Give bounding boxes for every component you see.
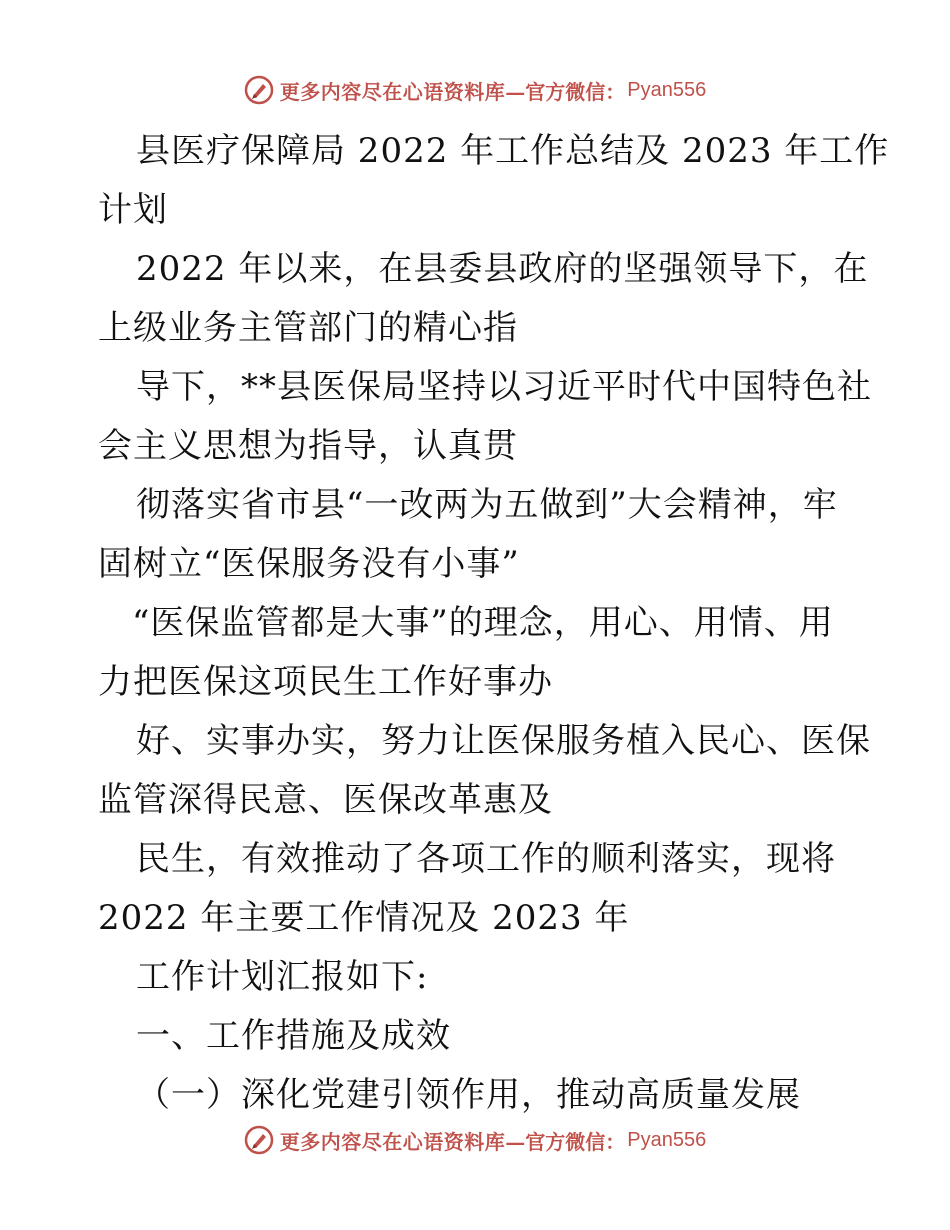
paragraph-line: 好、实事办实，努力让医保服务植入民心、医保 (136, 721, 871, 761)
watermark-separator: —官方微信： (505, 1129, 626, 1154)
paragraph-line: “医保监管都是大事”的理念，用心、用情、用 (132, 603, 834, 643)
watermark-banner-bottom (0, 1122, 950, 1158)
document-title-line-1: 县医疗保障局 2022 年工作总结及 2023 年工作 (136, 131, 890, 171)
paragraph-line: 2022 年主要工作情况及 2023 年 (98, 898, 630, 938)
watermark-text: 更多内容尽在心语资料库 (279, 1129, 506, 1154)
document-title-line-2: 计划 (98, 190, 168, 230)
paragraph-line: 上级业务主管部门的精心指 (98, 308, 518, 348)
paragraph-line: 工作计划汇报如下: (136, 957, 429, 997)
paragraph-line: 固树立“医保服务没有小事” (98, 544, 520, 584)
pen-logo-icon (244, 75, 274, 105)
paragraph-line: 民生，有效推动了各项工作的顺利落实，现将 (136, 839, 836, 879)
paragraph-line: 力把医保这项民生工作好事办 (98, 662, 553, 702)
document-body (98, 122, 890, 1125)
watermark-separator: —官方微信： (505, 79, 626, 104)
watermark-account: Pyan556 (627, 1128, 707, 1151)
subsection-heading: （一）深化党建引领作用，推动高质量发展 (136, 1075, 801, 1115)
watermark-text: 更多内容尽在心语资料库 (279, 79, 506, 104)
paragraph-line: 监管深得民意、医保改革惠及 (98, 780, 553, 820)
watermark-account: Pyan556 (627, 78, 707, 101)
paragraph-line: 导下，**县医保局坚持以习近平时代中国特色社 (136, 367, 872, 407)
watermark-banner-top (0, 72, 950, 108)
paragraph-line: 会主义思想为指导，认真贯 (98, 426, 518, 466)
pen-logo-icon (244, 1125, 274, 1155)
section-heading: 一、工作措施及成效 (136, 1016, 451, 1056)
paragraph-line: 2022 年以来，在县委县政府的坚强领导下，在 (136, 249, 869, 289)
paragraph-line: 彻落实省市县“一改两为五做到”大会精神，牢 (136, 485, 838, 525)
